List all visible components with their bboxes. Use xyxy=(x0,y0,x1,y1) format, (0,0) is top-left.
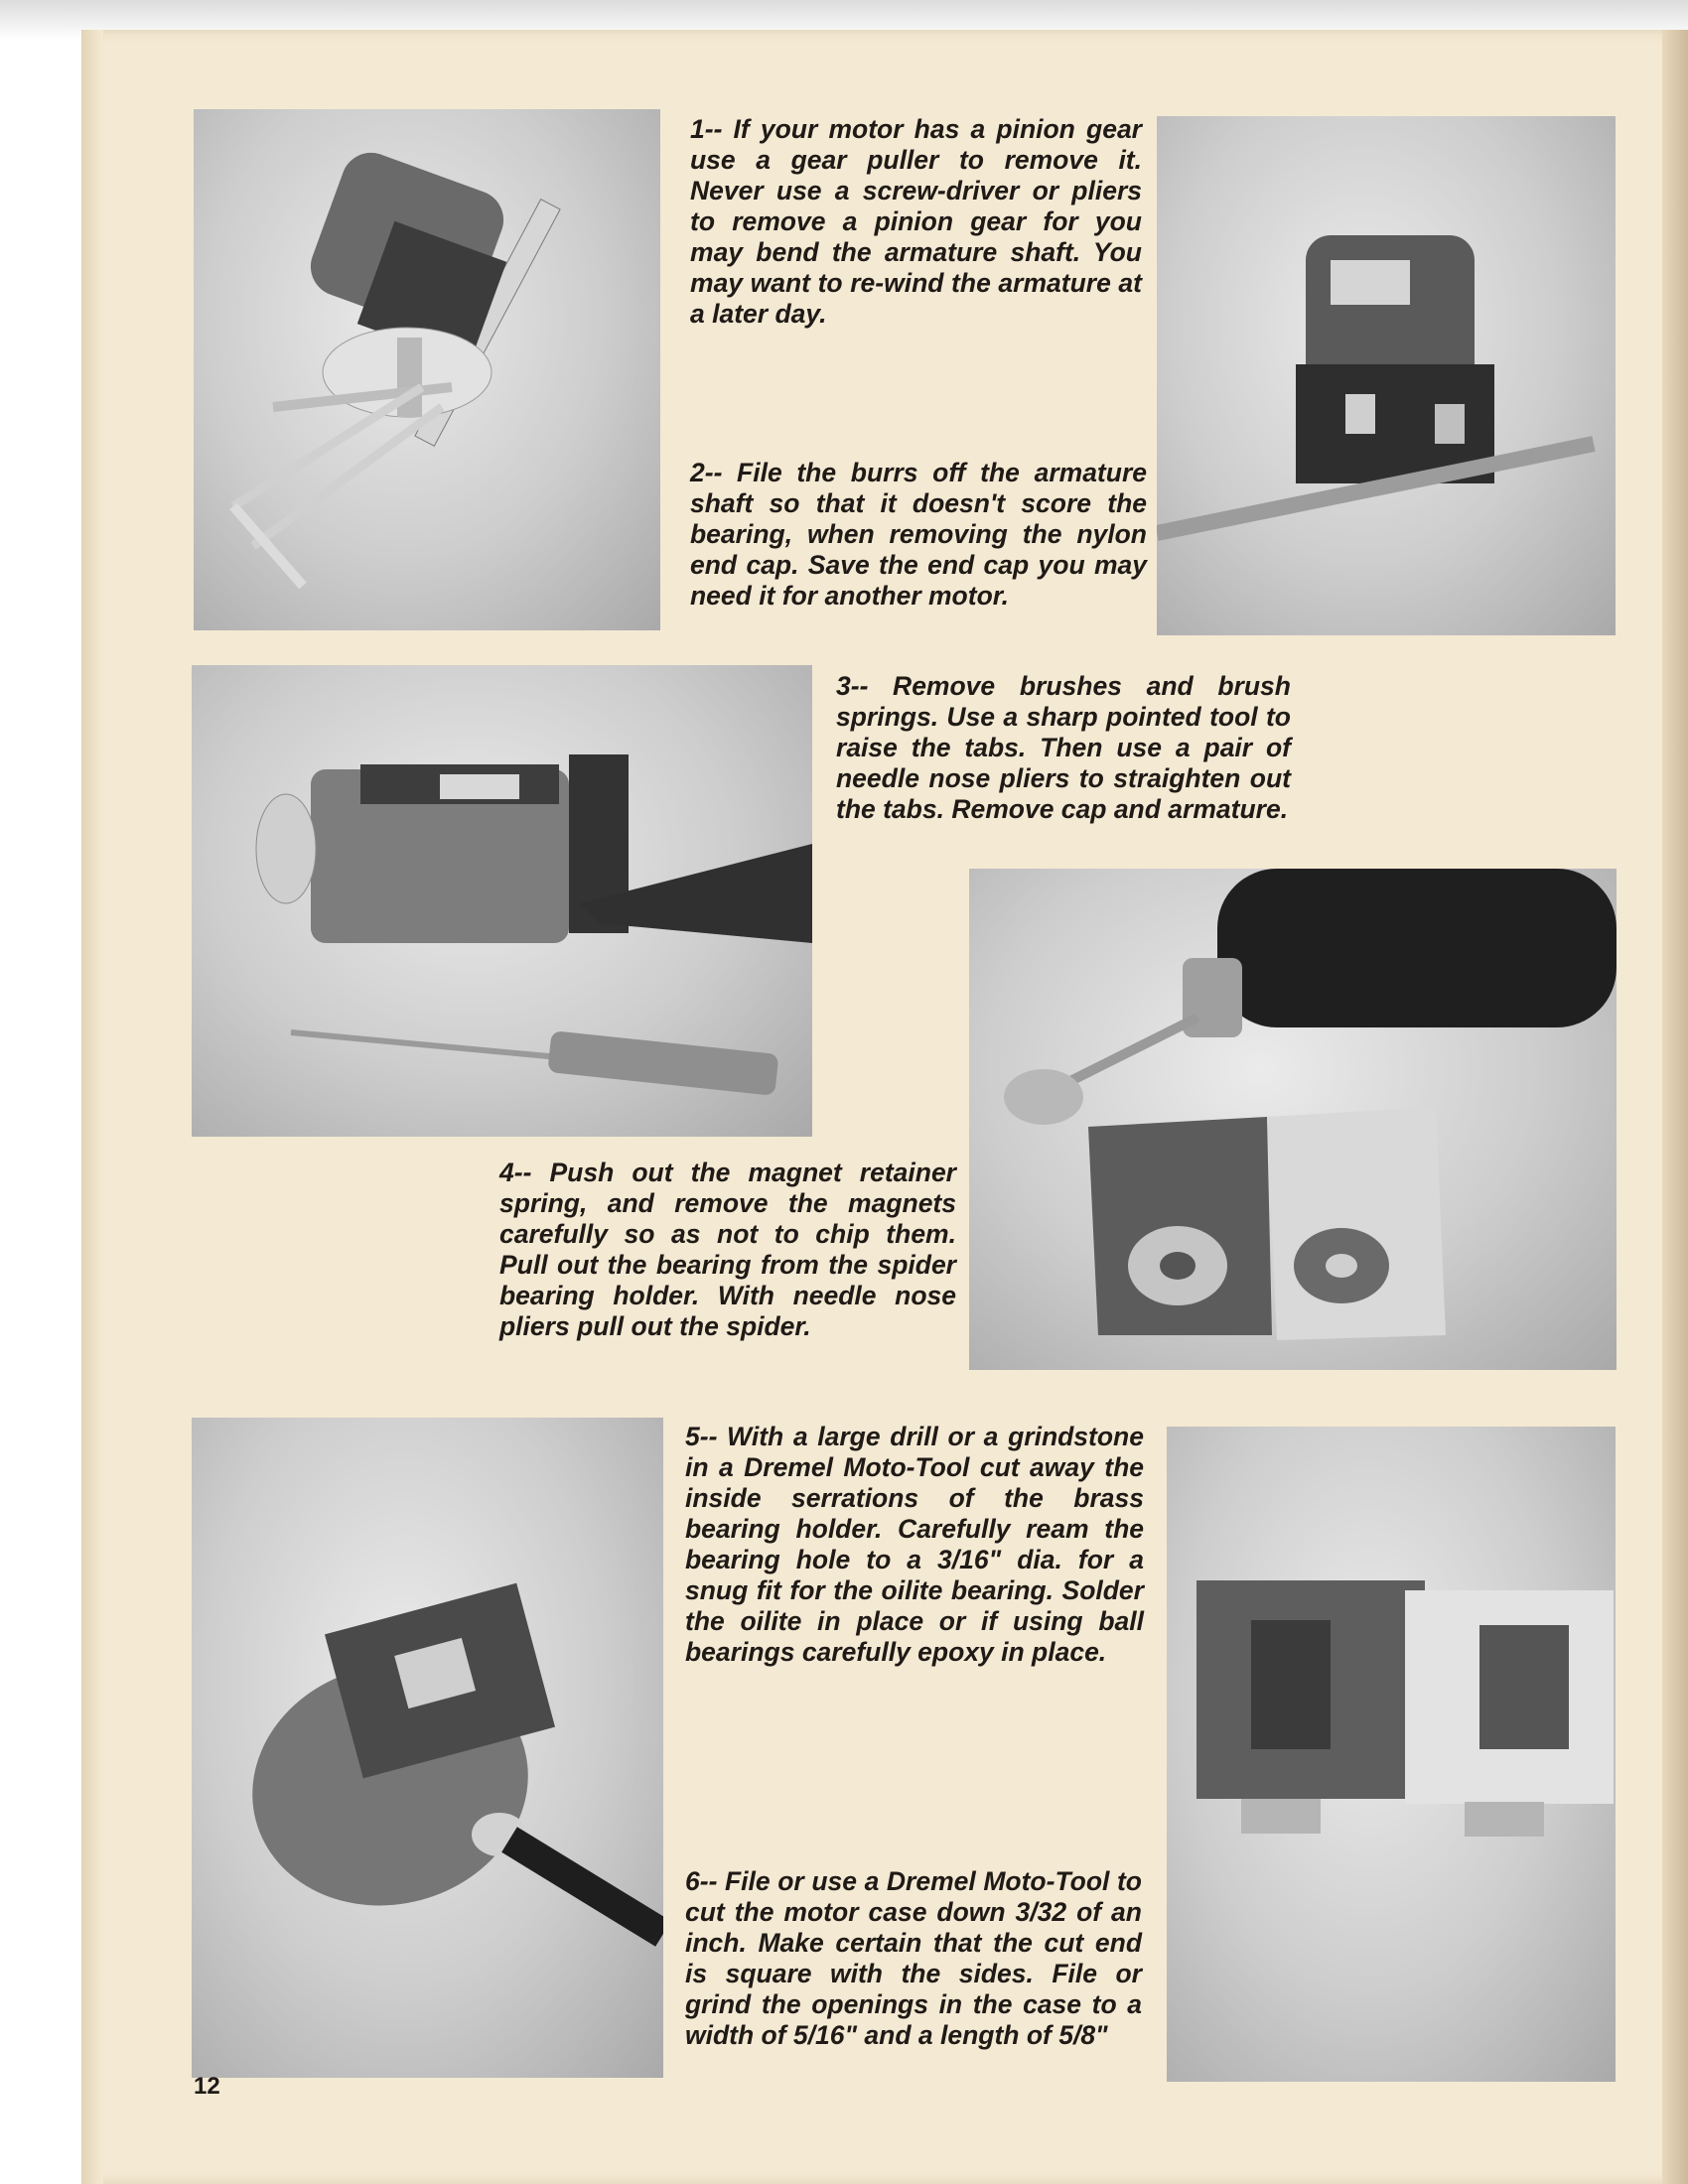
gear-puller-illustration xyxy=(194,109,660,630)
page-edge xyxy=(1662,30,1688,2184)
photo-cut-motor-case xyxy=(1167,1427,1616,2082)
cut-motor-case-illustration xyxy=(1167,1427,1616,2082)
step-2-text: 2-- File the burrs off the armature shaft so that it doesn't score the bearing, when removing the nylon end cap. Save the end cap you may need it for another motor. xyxy=(690,458,1147,611)
file-armature-illustration xyxy=(1157,116,1616,635)
page-gutter xyxy=(81,30,103,2184)
photo-magnet-removal xyxy=(969,869,1617,1370)
photo-file-armature xyxy=(1157,116,1616,635)
step-4-text: 4-- Push out the magnet retainer spring, and remove the magnets carefully so as not to chip them. Pull out the bearing from the spider bearing holder. With needle nose pliers pull out the spider. xyxy=(499,1158,956,1341)
step-6-text: 6-- File or use a Dremel Moto-Tool to cut the motor case down 3/32 of an inch. Make certain that the cut end is square with the sides. File or grind the openings in the case to a width of 5/16" and a length of 5/8" xyxy=(685,1866,1142,2050)
step-3-text: 3-- Remove brushes and brush springs. Use a sharp pointed tool to raise the tabs. Then use a pair of needle nose pliers to straighten out the tabs. Remove cap and armature. xyxy=(836,671,1291,824)
brush-removal-illustration xyxy=(192,665,812,1137)
step-1-text: 1-- If your motor has a pinion gear use a gear puller to remove it. Never use a screw-driver or pliers to remove a pinion gear for you may bend the armature shaft. You may want to re-wind the armature at a later day. xyxy=(690,114,1142,329)
magnet-removal-illustration xyxy=(969,869,1617,1370)
page-number: 12 xyxy=(194,2073,220,2100)
photo-gear-puller xyxy=(194,109,660,630)
photo-brush-removal xyxy=(192,665,812,1137)
step-5-text: 5-- With a large drill or a grindstone in a Dremel Moto-Tool cut away the inside serrations of the brass bearing holder. Carefully ream the bearing hole to a 3/16" dia. for a snug fit for the oilite bearing. Solder the oilite in place or if using ball bearings carefully epoxy in place. xyxy=(685,1422,1144,1667)
bearing-holder-illustration xyxy=(192,1418,663,2078)
photo-bearing-holder xyxy=(192,1418,663,2078)
